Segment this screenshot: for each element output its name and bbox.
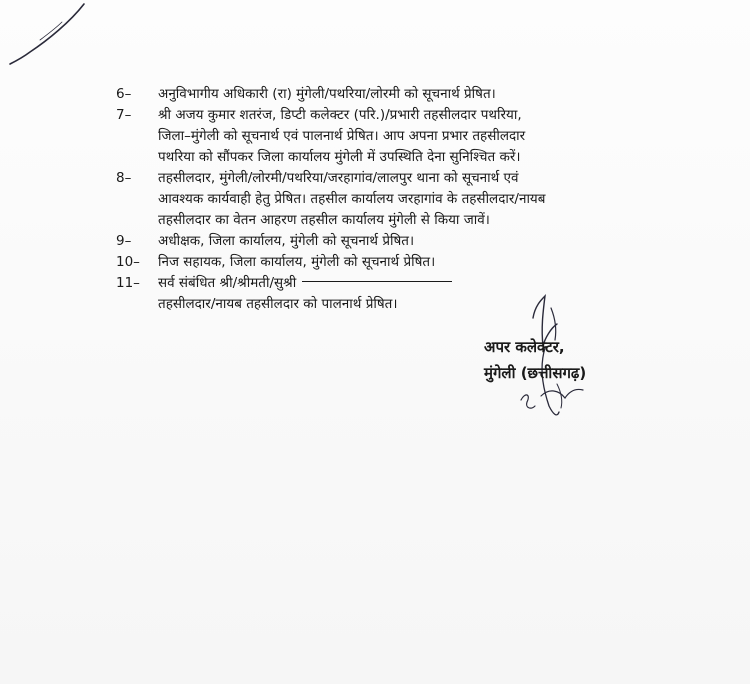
list-item-9 [116, 231, 636, 252]
item-text: सर्व संबंधित श्री/श्रीमती/सुश्री [158, 275, 297, 291]
list-item-8 [116, 168, 636, 231]
list-item-6 [116, 84, 636, 105]
list-item-10 [116, 252, 636, 273]
item-number: 9– [116, 233, 132, 249]
item-text-line: तहसीलदार का वेतन आहरण तहसील कार्यालय मुंगेली से किया जावें। [158, 212, 490, 228]
blank-fill-line [302, 281, 452, 282]
signature-block [484, 334, 634, 386]
distribution-list [116, 84, 636, 315]
signatory-designation: अपर कलेक्टर, [484, 338, 565, 356]
list-item-7 [116, 105, 636, 168]
item-number: 7– [116, 107, 132, 123]
signatory-location: मुंगेली (छत्तीसगढ़) [484, 364, 587, 382]
item-text-line: जिला–मुंगेली को सूचनार्थ एवं पालनार्थ प्रेषित। आप अपना प्रभार तहसीलदार [158, 128, 526, 144]
item-number: 8– [116, 170, 132, 186]
item-number: 6– [116, 86, 132, 102]
item-number: 11– [116, 275, 140, 291]
item-text-line: श्री अजय कुमार शतरंज, डिप्टी कलेक्टर (परि.)/प्रभारी तहसीलदार पथरिया, [158, 107, 522, 123]
item-number: 10– [116, 254, 140, 270]
item-text-line: निज सहायक, जिला कार्यालय, मुंगेली को सूचनार्थ प्रेषित। [158, 254, 436, 270]
item-text-line: तहसीलदार, मुंगेली/लोरमी/पथरिया/जरहागांव/लालपुर थाना को सूचनार्थ एवं [158, 170, 519, 186]
item-text-line: पथरिया को सौंपकर जिला कार्यालय मुंगेली में उपस्थिति देना सुनिश्चित करें। [158, 149, 521, 165]
item-text-line: अनुविभागीय अधिकारी (रा) मुंगेली/पथरिया/लोरमी को सूचनार्थ प्रेषित। [158, 86, 496, 102]
item-text-line: आवश्यक कार्यवाही हेतु प्रेषित। तहसील कार्यालय जरहागांव के तहसीलदार/नायब [158, 191, 546, 207]
pen-mark-stroke [0, 0, 120, 90]
item-text-line: तहसीलदार/नायब तहसीलदार को पालनार्थ प्रेषित। [158, 296, 398, 312]
item-text-line: अधीक्षक, जिला कार्यालय, मुंगेली को सूचनार्थ प्रेषित। [158, 233, 415, 249]
